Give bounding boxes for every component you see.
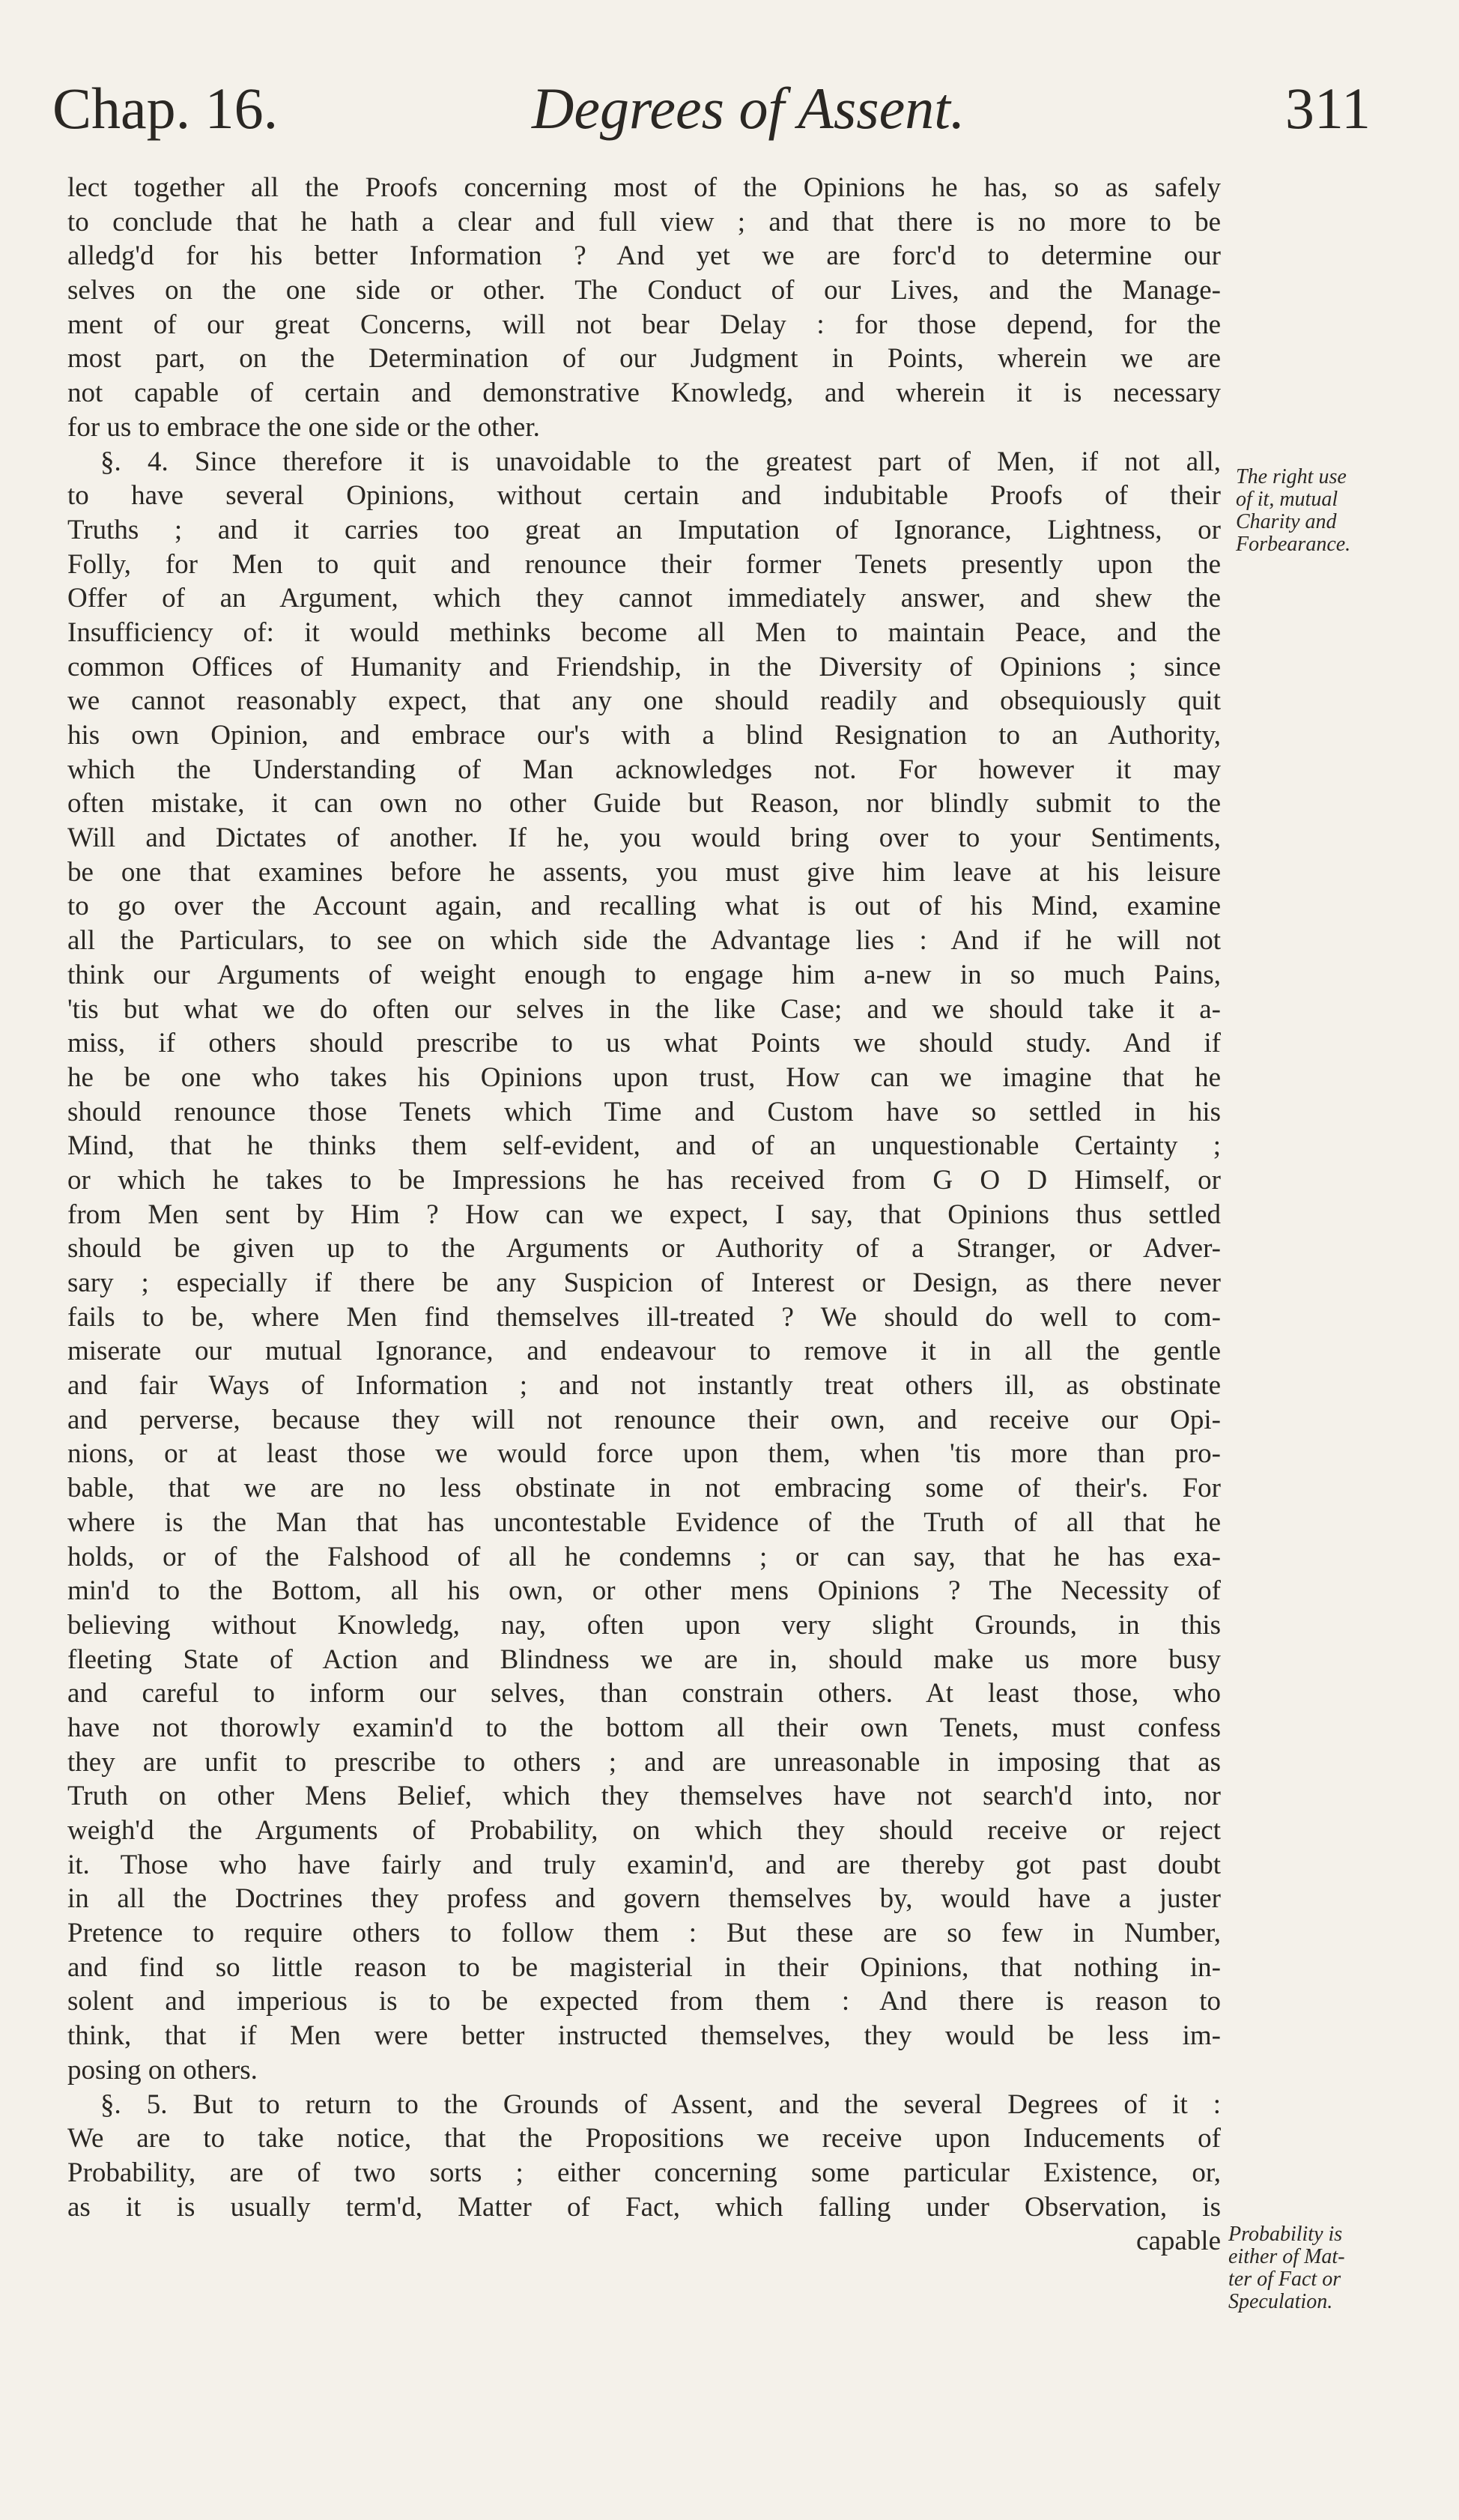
marginal-note-line: either of Mat- xyxy=(1228,2245,1345,2268)
marginal-note-line: Probability is xyxy=(1228,2223,1343,2246)
text-line: Probability, are of two sorts ; either concerning some particular Existence, or, xyxy=(67,2157,1221,2188)
marginal-note-right-use xyxy=(1236,466,1350,556)
text-line: solent and imperious is to be expected from them : And there is reason to xyxy=(67,1986,1221,2017)
text-line: should renounce those Tenets which Time and Custom have so settled in his xyxy=(67,1096,1221,1127)
text-line: it. Those who have fairly and truly examin'd, and are thereby got past doubt xyxy=(67,1849,1221,1880)
text-line: miss, if others should prescribe to us what Points we should study. And if xyxy=(67,1028,1221,1059)
text-line: weigh'd the Arguments of Probability, on which they should receive or reject xyxy=(67,1815,1221,1846)
text-line: have not thorowly examin'd to the bottom all their own Tenets, must confess xyxy=(67,1712,1221,1743)
marginal-note-line: The right use xyxy=(1236,465,1347,488)
text-line: holds, or of the Falshood of all he condemns ; or can say, that he has exa- xyxy=(67,1541,1221,1572)
text-line: and fair Ways of Information ; and not instantly treat others ill, as obstinate xyxy=(67,1370,1221,1402)
text-line: for us to embrace the one side or the other. xyxy=(67,411,540,443)
text-line: posing on others. xyxy=(67,2054,258,2086)
page-number: 311 xyxy=(1284,76,1371,141)
text-line: Mind, that he thinks them self-evident, and of an unquestionable Certainty ; xyxy=(67,1130,1221,1162)
text-line: be one that examines before he assents, you must give him leave at his leisure xyxy=(67,856,1221,888)
text-line: Pretence to require others to follow them : But these are so few in Number, xyxy=(67,1918,1221,1949)
chapter-label: Chap. 16. xyxy=(52,76,279,141)
text-line: to have several Opinions, without certain and indubitable Proofs of their xyxy=(67,480,1221,512)
text-line: and find so little reason to be magisterial in their Opinions, that nothing in- xyxy=(67,1951,1221,1983)
body-text xyxy=(67,171,1221,2259)
text-line: Truths ; and it carries too great an Imputation of Ignorance, Lightness, or xyxy=(67,514,1221,545)
text-line: should be given up to the Arguments or Authority of a Stranger, or Adver- xyxy=(67,1233,1221,1264)
text-line: lect together all the Proofs concerning most of the Opinions he has, so as safely xyxy=(67,172,1221,203)
text-line: he be one who takes his Opinions upon trust, How can we imagine that he xyxy=(67,1061,1221,1093)
text-line: 'tis but what we do often our selves in the like Case; and we should take it a- xyxy=(67,993,1221,1025)
marginal-note-probability xyxy=(1228,2223,1345,2313)
text-line: his own Opinion, and embrace our's with a blind Resignation to an Authority, xyxy=(67,720,1221,751)
running-title: Degrees of Assent. xyxy=(532,76,965,141)
text-line: We are to take notice, that the Propositions we receive upon Inducements of xyxy=(67,2123,1221,2154)
text-line: Insufficiency of: it would methinks become all Men to maintain Peace, and the xyxy=(67,617,1221,648)
text-line: or which he takes to be Impressions he has received from G O D Himself, or xyxy=(67,1164,1221,1196)
text-line: from Men sent by Him ? How can we expect, I say, that Opinions thus settled xyxy=(67,1199,1221,1230)
text-line: not capable of certain and demonstrative Knowledg, and wherein it is necessary xyxy=(67,378,1221,409)
text-line: bable, that we are no less obstinate in not embracing some of their's. For xyxy=(67,1473,1221,1504)
marginal-note-line: Charity and xyxy=(1236,510,1337,533)
text-line: selves on the one side or other. The Conduct of our Lives, and the Manage- xyxy=(67,275,1221,306)
marginal-note-line: Forbearance. xyxy=(1236,533,1351,556)
text-line: capable xyxy=(1136,2226,1221,2257)
text-line: miserate our mutual Ignorance, and endeavour to remove it in all the gentle xyxy=(67,1336,1221,1367)
text-line: common Offices of Humanity and Friendship, in the Diversity of Opinions ; since xyxy=(67,651,1221,682)
text-line: and perverse, because they will not renounce their own, and receive our Opi- xyxy=(67,1404,1221,1435)
text-line: §. 5. But to return to the Grounds of Assent, and the several Degrees of it : xyxy=(100,2089,1221,2120)
text-line: in all the Doctrines they profess and govern themselves by, would have a juster xyxy=(67,1883,1221,1915)
text-line: sary ; especially if there be any Suspicion of Interest or Design, as there never xyxy=(67,1267,1221,1298)
text-line: fleeting State of Action and Blindness we are in, should make us more busy xyxy=(67,1644,1221,1675)
text-line: alledg'd for his better Information ? And yet we are forc'd to determine our xyxy=(67,240,1221,272)
text-line: most part, on the Determination of our Judgment in Points, wherein we are xyxy=(67,343,1221,375)
text-line: Will and Dictates of another. If he, you would bring over to your Sentiments, xyxy=(67,823,1221,854)
text-line: where is the Man that has uncontestable Evidence of the Truth of all that he xyxy=(67,1506,1221,1538)
marginal-note-line: Speculation. xyxy=(1228,2290,1333,2313)
text-line: we cannot reasonably expect, that any one should readily and obsequiously quit xyxy=(67,685,1221,717)
text-line: ment of our great Concerns, will not bear Delay : for those depend, for the xyxy=(67,309,1221,340)
text-line: nions, or at least those we would force upon them, when 'tis more than pro- xyxy=(67,1438,1221,1470)
text-line: they are unfit to prescribe to others ; and are unreasonable in imposing that as xyxy=(67,1746,1221,1778)
page-header xyxy=(52,75,1371,157)
text-line: all the Particulars, to see on which side the Advantage lies : And if he will not xyxy=(67,925,1221,957)
text-line: min'd to the Bottom, all his own, or other mens Opinions ? The Necessity of xyxy=(67,1575,1221,1607)
text-line: Offer of an Argument, which they cannot immediately answer, and shew the xyxy=(67,583,1221,614)
text-line: as it is usually term'd, Matter of Fact, which falling under Observation, is xyxy=(67,2191,1221,2223)
text-line: think, that if Men were better instructed themselves, they would be less im- xyxy=(67,2020,1221,2052)
text-line: often mistake, it can own no other Guide but Reason, nor blindly submit to the xyxy=(67,788,1221,820)
text-line: believing without Knowledg, nay, often upon very slight Grounds, in this xyxy=(67,1609,1221,1641)
text-line: to go over the Account again, and recalling what is out of his Mind, examine xyxy=(67,891,1221,922)
text-line: Folly, for Men to quit and renounce their former Tenets presently upon the xyxy=(67,548,1221,580)
marginal-note-line: ter of Fact or xyxy=(1228,2268,1341,2291)
text-line: to conclude that he hath a clear and full view ; and that there is no more to be xyxy=(67,206,1221,237)
text-line: think our Arguments of weight enough to engage him a-new in so much Pains, xyxy=(67,959,1221,990)
marginal-note-line: of it, mutual xyxy=(1236,488,1338,511)
text-line: Truth on other Mens Belief, which they themselves have not search'd into, nor xyxy=(67,1781,1221,1812)
text-line: fails to be, where Men find themselves ill-treated ? We should do well to com- xyxy=(67,1301,1221,1333)
text-line: §. 4. Since therefore it is unavoidable to the greatest part of Men, if not all, xyxy=(100,446,1221,477)
text-line: and careful to inform our selves, than constrain others. At least those, who xyxy=(67,1678,1221,1709)
text-line: which the Understanding of Man acknowledges not. For however it may xyxy=(67,754,1221,785)
